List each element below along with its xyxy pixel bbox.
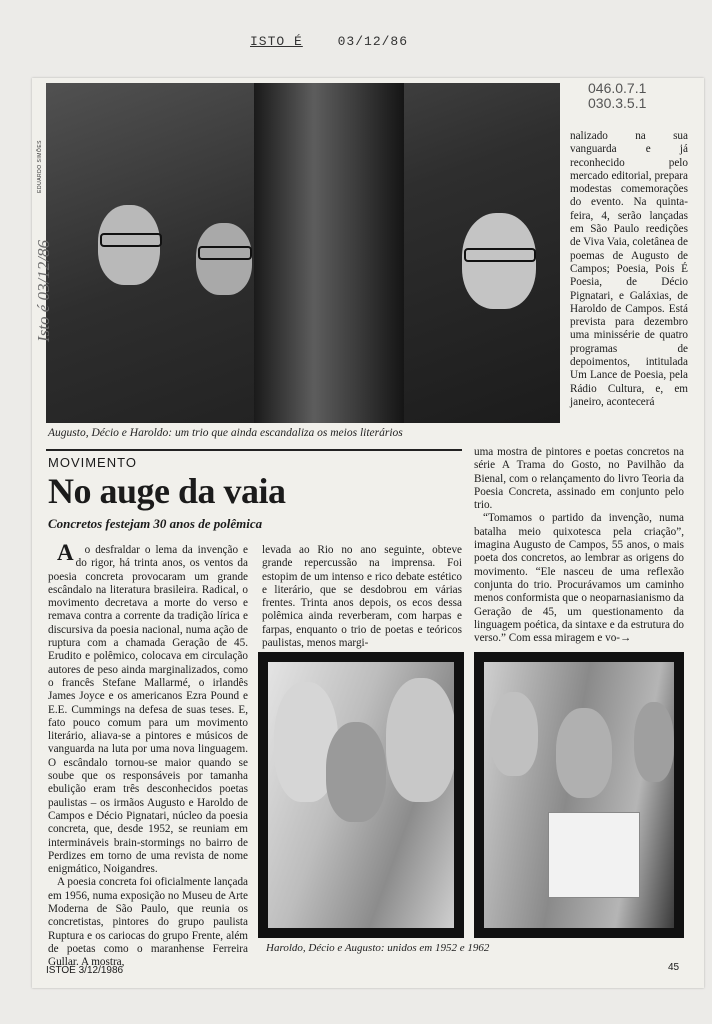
bottom-photo-caption: Haroldo, Décio e Augusto: unidos em 1952 e 1962 bbox=[266, 942, 490, 954]
archive-ref-1: 046.0.7.1 bbox=[588, 80, 647, 96]
glasses-haroldo bbox=[464, 248, 536, 262]
section-rule bbox=[46, 449, 462, 451]
paragraph: Ao desfraldar o lema da invenção e do rigor, há trinta anos, os ventos da poesia concreta provocaram um grande escândalo na literatura brasileira. Radical, o movimento decretava a morte do verso e remava contra a corrente da tradição lírica e discursiva da poesia nacional, numa ação de ruptura com a chamada Geração de 45. Erudito e polêmico, colocava em circulação autores de peso ainda marginalizados, como o francês Stefane Mallarmé, o irlandês James Joyce e os americanos Ezra Pound e E.E. Cummings na defesa de suas teses. E, fato pouco comum para um movimento literário, aliava-se a pintores e músicos de vanguarda na luta por uma nova linguagem. O escândalo tornou-se maior quando se soube que os responsáveis por tamanha ebulição eram três desconhecidos poetas paulistas – os irmãos Augusto e Haroldo de Campos e Décio Pignatari, núcleo da poesia concreta, que, desde 1952, se reuniam em intermináveis brain-stormings no bairro de Perdizes em torno de uma revista de nome enigmático, Noigandres. bbox=[48, 540, 248, 876]
face-haroldo-1962 bbox=[490, 692, 538, 776]
tree-trunk bbox=[254, 83, 404, 423]
top-photo-caption: Augusto, Décio e Haroldo: um trio que ainda escandaliza os meios literários bbox=[48, 427, 403, 439]
glasses-decio bbox=[198, 246, 252, 260]
headline: No auge da vaia bbox=[48, 471, 286, 511]
held-photograph bbox=[548, 812, 640, 898]
handwritten-note: Isto é 03/12/86 bbox=[34, 240, 53, 342]
column-3-top bbox=[570, 130, 688, 409]
paragraph: levada ao Rio no ano seguinte, obteve grande repercussão na imprensa. Foi estopim de um intenso e rico debate estético e literário, que se desdobrou em várias frentes. Trinta anos depois, os ecos dessa polêmica ainda reverberam, com harpas e farpas, enquanto o trio de poetas e teóricos paulistas, menos margi- bbox=[262, 544, 462, 650]
stamp-publication: ISTO É bbox=[250, 34, 303, 49]
footer-issue: ISTOÉ 3/12/1986 bbox=[46, 965, 124, 976]
column-2 bbox=[262, 544, 462, 650]
archive-ref-2: 030.3.5.1 bbox=[588, 95, 647, 111]
photo-credit: EDUARDO SIMÕES bbox=[37, 140, 43, 193]
face-augusto-1952 bbox=[386, 678, 454, 802]
photo-frame-1952 bbox=[258, 652, 464, 938]
date-stamp bbox=[250, 34, 408, 49]
stamp-date: 03/12/86 bbox=[337, 34, 409, 49]
page-number: 45 bbox=[668, 962, 680, 973]
photo-1952 bbox=[268, 662, 454, 928]
section-kicker: MOVIMENTO bbox=[48, 455, 137, 470]
photo-1962 bbox=[484, 662, 674, 928]
photo-frame-1962 bbox=[474, 652, 684, 938]
column-3-bottom bbox=[474, 446, 684, 645]
paragraph: nalizado na sua vanguarda e já reconhecido pelo mercado editorial, prepara modestas comemorações do evento. Na quinta-feira, 4, serão lançadas em São Paulo reedições de Viva Vaia, coletânea de poemas de Augusto de Campos; Poesia, Pois É Poesia, de Décio Pignatari, e Galáxias, de Haroldo de Campos. Está prevista para dezembro uma minissérie de quatro programas de depoimentos, intitulada Um Lance de Poesia, pela Rádio Cultura, e, em janeiro, acontecerá bbox=[570, 130, 688, 408]
subheadline: Concretos festejam 30 anos de polêmica bbox=[48, 516, 263, 531]
face-decio-1952 bbox=[326, 722, 386, 822]
paragraph: A poesia concreta foi oficialmente lançada em 1956, numa exposição no Museu de Arte Moderna de São Paulo, que reunia os concretistas, pintores do grupo paulista Ruptura e os cariocas do grupo Frente, além de poetas como o maranhense Ferreira Gullar. A mostra, bbox=[48, 876, 248, 969]
face-decio-1962 bbox=[556, 708, 612, 798]
paragraph: “Tomamos o partido da invenção, numa batalha meio quixotesca pela criação”, imagina Augusto de Campos, 55 anos, o mais poeta dos concretos, ao lembrar as origens do movimento. “Ele nasceu de uma reflexão conjunta do trio. Procurávamos um caminho menos conformista que o neoparnasianismo da Geração de 45, um questionamento da linguagem poética, da sintaxe e da estrutura do verso.” Com essa miragem e vo-→ bbox=[474, 512, 685, 645]
paragraph: uma mostra de pintores e poetas concretos na série A Trama do Gosto, no Pavilhão da Bienal, com o relançamento do livro Teoria da Poesia Concreta, assinado em conjunto pelo trio. bbox=[474, 446, 684, 512]
column-1 bbox=[48, 540, 248, 984]
face-augusto-1962 bbox=[634, 702, 674, 782]
top-photo bbox=[46, 83, 560, 423]
glasses-augusto bbox=[100, 233, 162, 247]
